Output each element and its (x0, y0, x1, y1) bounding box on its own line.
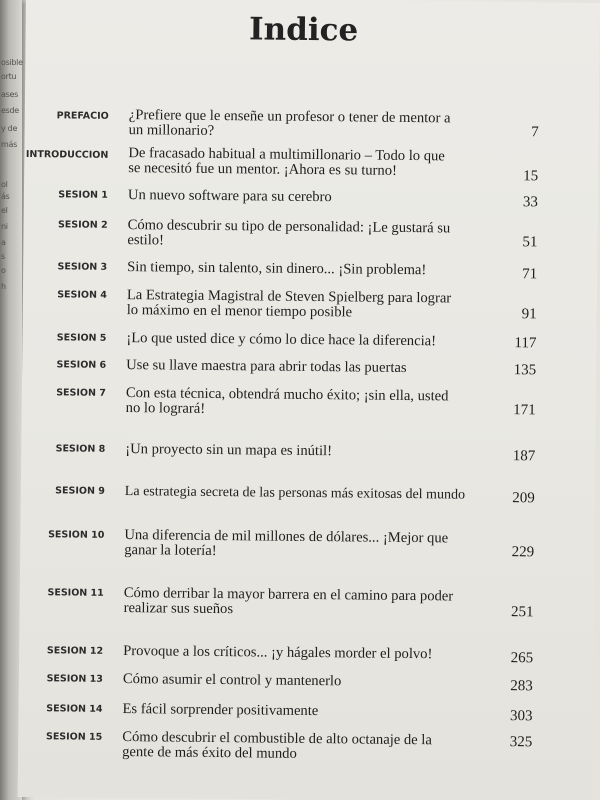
section-label: PREFACIO (56, 110, 109, 122)
page-number: 229 (511, 544, 535, 561)
entry-title: ¡Lo que usted dice y cómo lo dice hace la diferencia! (126, 330, 437, 350)
section-label: SESION 9 (55, 485, 105, 497)
entry-title: ¡Un proyecto sin un mapa es inútil! (125, 441, 333, 460)
section-label: SESION 7 (56, 387, 106, 399)
toc-entry (24, 187, 598, 211)
prev-page-fragment: ás (1, 192, 10, 201)
toc-entry (23, 287, 597, 323)
toc-entry (22, 357, 596, 379)
toc-entry (21, 483, 595, 507)
prev-page-fragment: o (1, 266, 6, 275)
section-label: SESION 12 (46, 645, 104, 657)
toc-entry (23, 330, 597, 352)
prev-page-fragment: osible (1, 58, 23, 67)
page-number: 265 (510, 650, 534, 667)
entry-title: Cómo descubrir el combustible de alto octanaje de la gente de más éxito del mundo (122, 729, 432, 762)
entry-title: Es fácil sorprender positivamente (122, 701, 319, 720)
section-label: SESION 2 (57, 219, 108, 231)
page-number: 325 (509, 734, 533, 751)
entry-title: Sin tiempo, sin talento, sin dinero... ¡Sin problema! (127, 259, 427, 279)
prev-page-fragment: el (1, 206, 8, 215)
prev-page-fragment: s (1, 252, 5, 261)
page-title: Indice (248, 11, 359, 49)
section-label: SESION 8 (55, 443, 106, 455)
section-label: SESION 4 (57, 289, 107, 301)
entry-title: Con esta técnica, obtendrá mucho éxito; ¡sin ella, usted no lo logrará! (125, 385, 449, 417)
entry-title: Cómo derribar la mayor barrera en el camino para poder realizar sus sueños (123, 585, 454, 618)
toc-entry (19, 701, 593, 725)
page-number: 7 (531, 124, 539, 141)
page-number: 251 (511, 604, 534, 621)
prev-page-fragment: ni (1, 222, 8, 231)
page-number: 71 (522, 266, 538, 283)
toc-entry (20, 527, 594, 561)
page-number: 171 (513, 402, 536, 419)
toc-entry (20, 585, 594, 621)
entry-title: Provoque a los críticos... ¡y hágales morder el polvo! (123, 643, 433, 663)
page-number: 33 (522, 194, 538, 211)
entry-title: Una diferencia de mil millones de dólares... ¡Mejor que ganar la lotería! (124, 527, 449, 560)
prev-page-fragment: ortu (1, 72, 17, 81)
section-label: SESION 11 (47, 587, 104, 599)
toc-entry (19, 671, 593, 695)
toc-entry (18, 729, 592, 762)
prev-page-fragment: a (1, 238, 6, 247)
entry-title: Use su llave maestra para abrir todas las puertas (126, 357, 407, 376)
toc-entry (24, 217, 598, 251)
entry-title: ¿Prefiere que le enseñe un profesor o tener de mentor a un millonario? (128, 107, 451, 139)
index-page (18, 0, 600, 800)
section-label: SESION 10 (48, 529, 105, 541)
section-label: SESION 1 (58, 189, 109, 201)
toc-entry (25, 107, 599, 141)
section-label: INTRODUCCION (25, 149, 109, 161)
prev-page-fragment: y de (1, 124, 18, 133)
section-label: SESION 15 (45, 731, 103, 743)
toc-entry (23, 259, 597, 283)
page-number: 187 (512, 448, 536, 465)
page-number: 15 (523, 168, 539, 185)
prev-page-fragment: ases (1, 90, 18, 99)
entry-title: La Estrategia Magistral de Steven Spielberg para lograr lo máximo en el menor tiempo posible (126, 287, 452, 321)
prev-page-fragment: esde (1, 106, 19, 115)
section-label: SESION 3 (57, 261, 108, 273)
prev-page-fragment: h (1, 282, 6, 291)
section-label: SESION 5 (56, 332, 107, 344)
page-number: 283 (510, 678, 533, 695)
entry-title: La estrategia secreta de las personas más exitosas del mundo (124, 484, 466, 503)
page-number: 209 (512, 490, 535, 507)
section-label: SESION 14 (46, 703, 103, 715)
page-number: 117 (514, 335, 537, 352)
section-label: SESION 6 (56, 359, 107, 371)
entry-title: De fracasado habitual a multimillonario – Todo lo que se necesitó fue un mentor. ¡Ahora es su turno! (128, 145, 445, 179)
page-number: 91 (521, 306, 537, 323)
entry-title: Cómo asumir el control y mantenerlo (122, 671, 342, 690)
toc-entry (19, 643, 593, 667)
toc-entry (24, 145, 598, 185)
toc-entry (22, 385, 596, 419)
prev-page-fragment: más (1, 140, 17, 149)
toc-entry (21, 441, 595, 465)
entry-title: Un nuevo software para su cerebro (127, 187, 332, 206)
page-number: 135 (513, 362, 537, 379)
entry-title: Cómo descubrir su tipo de personalidad: ¡Le gustará su estilo! (127, 217, 451, 249)
section-label: SESION 13 (46, 673, 103, 685)
page-number: 51 (522, 234, 538, 251)
page-number: 303 (509, 708, 533, 725)
prev-page-fragment: ol (1, 180, 8, 189)
